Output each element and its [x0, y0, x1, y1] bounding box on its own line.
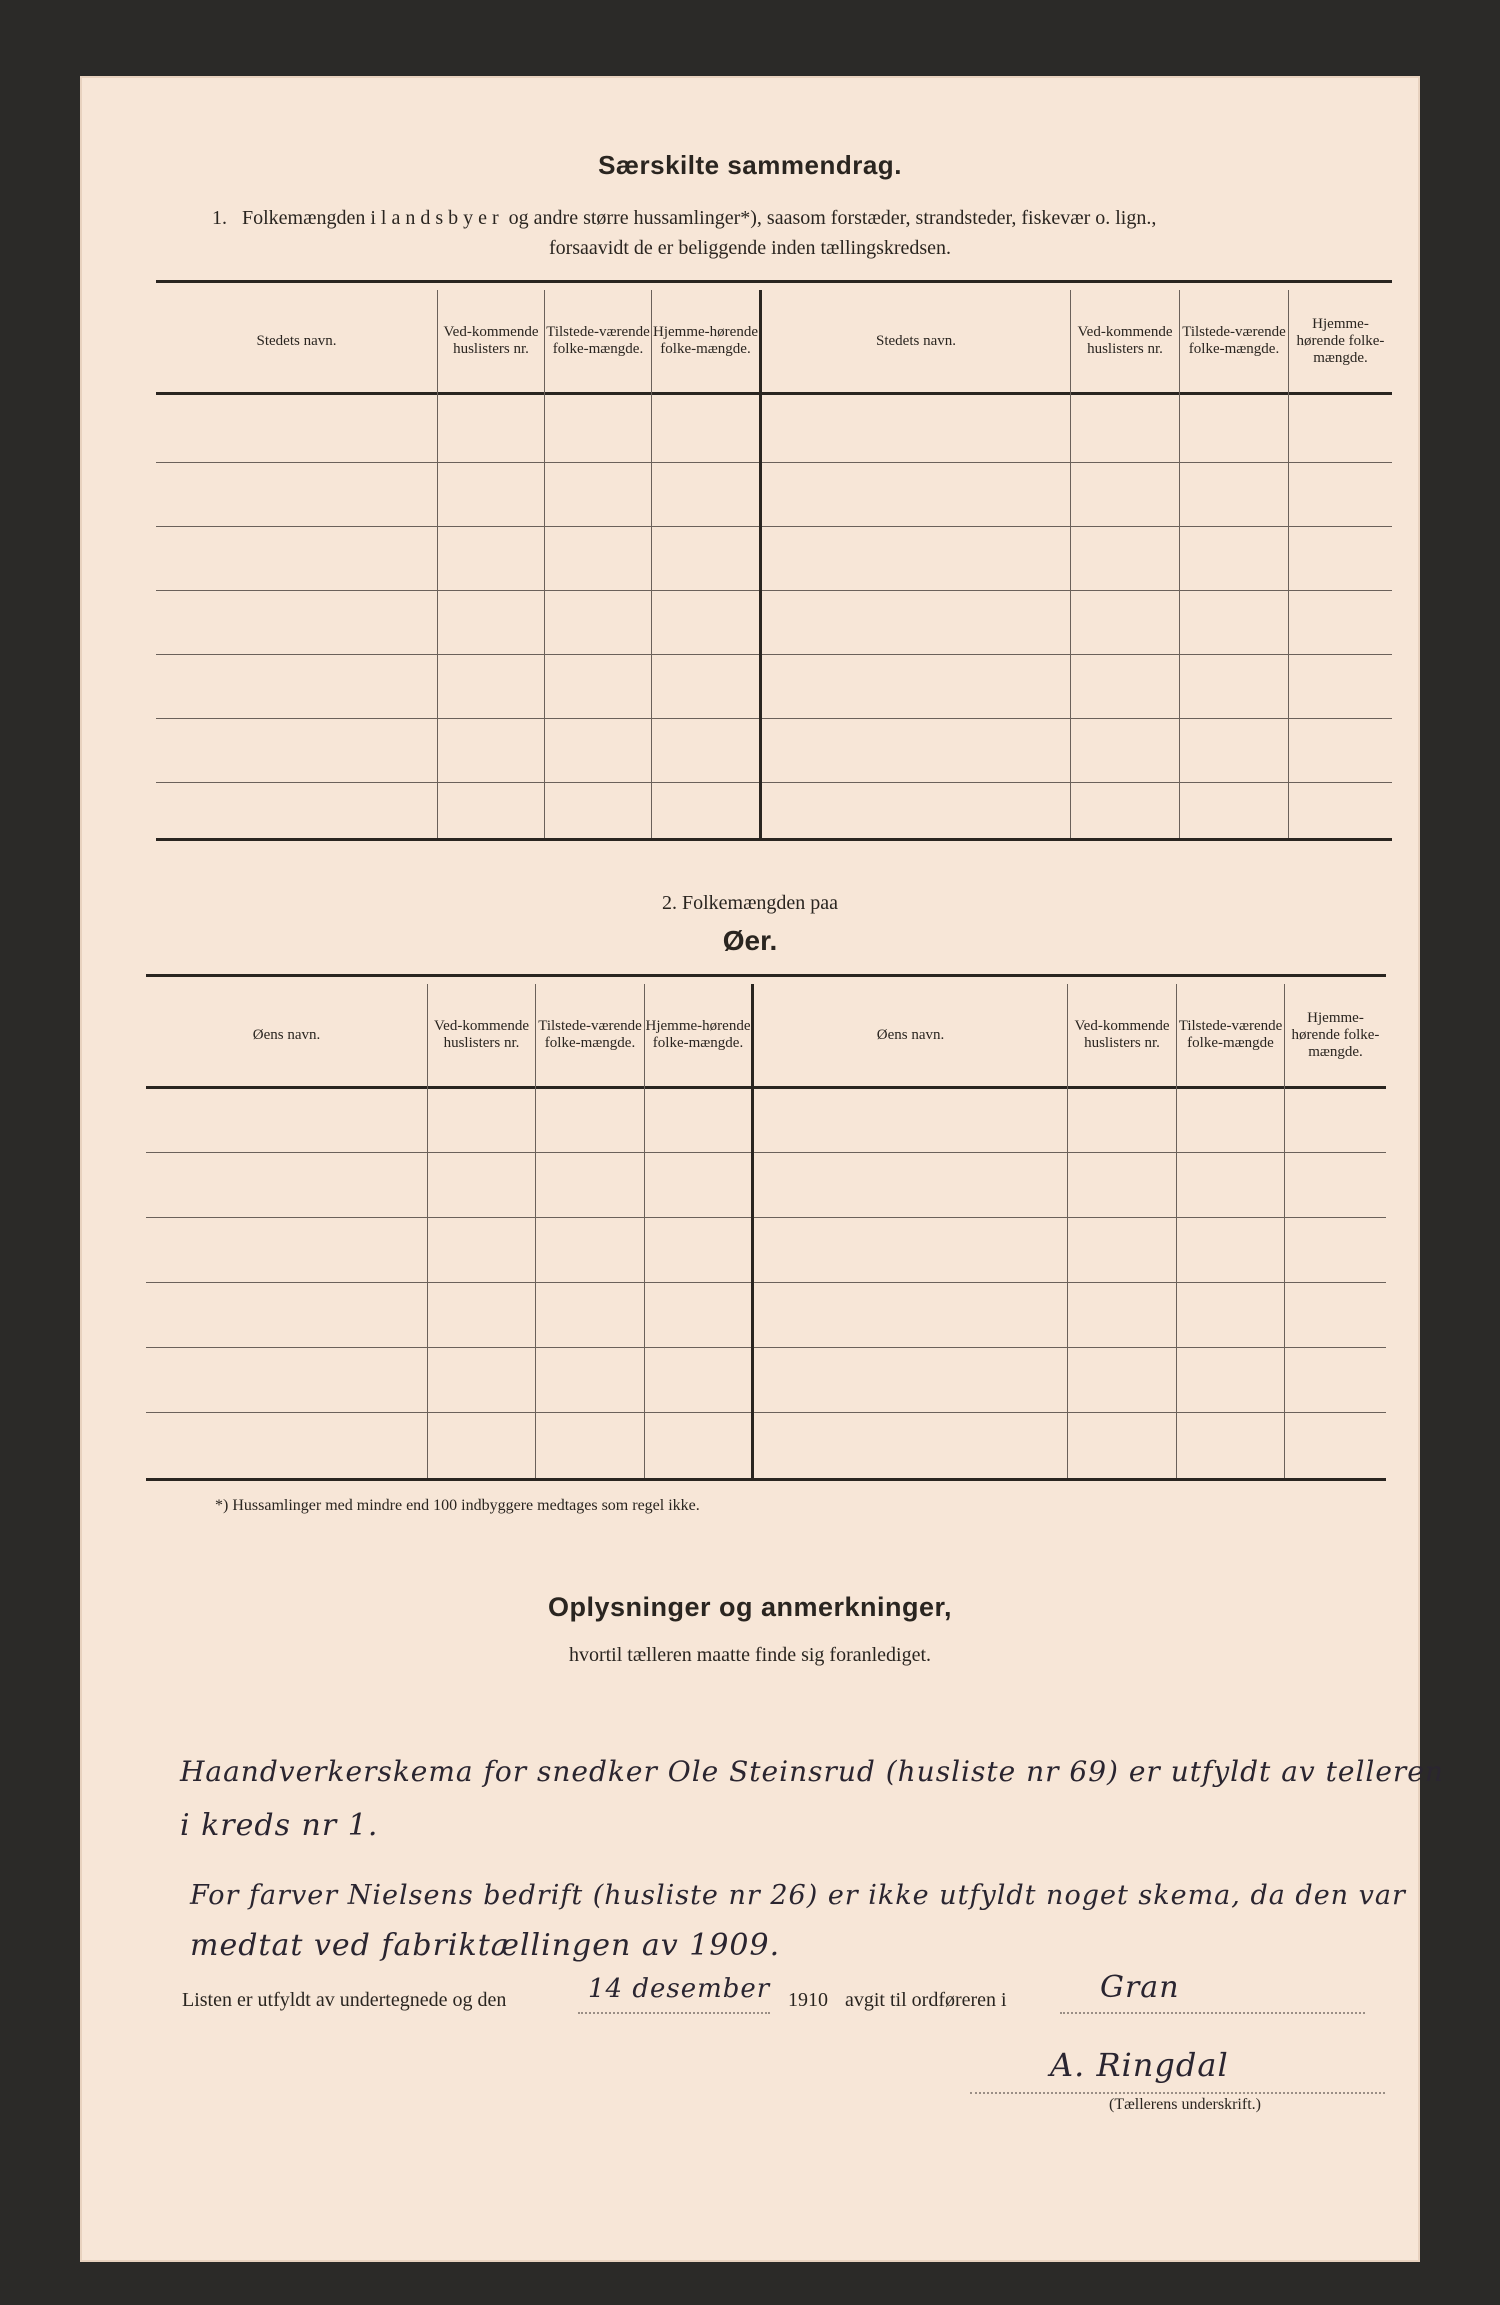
section2-line1: 2. Folkemængden paa [661, 892, 839, 914]
page-title: Særskilte sammendrag. [598, 150, 902, 180]
handwritten-note-line2: i kreds nr 1. [180, 1808, 379, 1843]
section1-text-b: landsbyer [380, 207, 504, 229]
closing-year: 1910 [788, 1989, 828, 2011]
date-handwritten: 14 desember [588, 1974, 771, 2004]
footnote: *) Hussamlinger med mindre end 100 indbyggere medtages som regel ikke. [215, 1497, 700, 1514]
col-oer-hjemmehorende-right: Hjemme-hørende folke-mængde. [1291, 1009, 1380, 1060]
place-field [1060, 1970, 1365, 2014]
col-tilstedevaerende-right: Tilstede-værende folke-mængde. [1182, 324, 1286, 357]
signature-field [970, 2046, 1385, 2094]
col-stedets-navn: Stedets navn. [256, 332, 337, 349]
handwritten-note-line3: For farver Nielsens bedrift (husliste nr 26) er ikke utfyldt noget skema, da den var [190, 1880, 1406, 1911]
place-handwritten: Gran [1100, 1970, 1180, 2005]
section1-text-c: og andre større hussamlinger*), saasom forstæder, strandsteder, fiskevær o. lign., [508, 207, 1157, 229]
col-oer-tilstedevaerende-right: Tilstede-værende folke-mængde [1178, 1018, 1283, 1051]
signature-handwritten: A. Ringdal [1050, 2046, 1229, 2084]
col-hjemmehorende-right: Hjemme-hørende folke-mængde. [1296, 315, 1385, 366]
signature-label: (Tællerens underskrift.) [1109, 2096, 1261, 2113]
notes-title: Oplysninger og anmerkninger, [547, 1592, 953, 1622]
col-oer-huslisters-nr: Ved-kommende huslisters nr. [434, 1018, 529, 1051]
col-oens-navn-right: Øens navn. [876, 1026, 945, 1043]
col-oer-huslisters-nr-right: Ved-kommende huslisters nr. [1074, 1018, 1170, 1051]
col-huslisters-nr-right: Ved-kommende huslisters nr. [1077, 324, 1173, 357]
closing-prefix: Listen er utfyldt av undertegnede og den [182, 1989, 507, 2011]
col-huslisters-nr: Ved-kommende huslisters nr. [443, 324, 539, 357]
closing-middle: avgit til ordføreren i [845, 1989, 1007, 2011]
date-field [578, 1974, 771, 2014]
section1-text-a: Folkemængden i [242, 207, 376, 229]
section2-title: Øer. [722, 925, 778, 956]
notes-subtitle: hvortil tælleren maatte finde sig foranlediget. [568, 1644, 932, 1666]
col-oens-navn: Øens navn. [252, 1026, 321, 1043]
section1-number: 1. [212, 207, 227, 229]
section1-line1 [212, 203, 1392, 233]
col-stedets-navn-right: Stedets navn. [876, 332, 956, 349]
col-oer-tilstedevaerende: Tilstede-værende folke-mængde. [538, 1018, 642, 1051]
handwritten-note-line4: medtat ved fabriktællingen av 1909. [190, 1928, 781, 1963]
col-tilstedevaerende: Tilstede-værende folke-mængde. [546, 324, 650, 357]
handwritten-note-line1: Haandverkerskema for snedker Ole Steinsrud (husliste nr 69) er utfyldt av telleren [180, 1755, 1444, 1788]
col-hjemmehorende: Hjemme-hørende folke-mængde. [653, 324, 758, 357]
col-oer-hjemmehorende: Hjemme-hørende folke-mængde. [645, 1018, 751, 1051]
section1-line2: forsaavidt de er beliggende inden tællingskredsen. [548, 237, 952, 259]
